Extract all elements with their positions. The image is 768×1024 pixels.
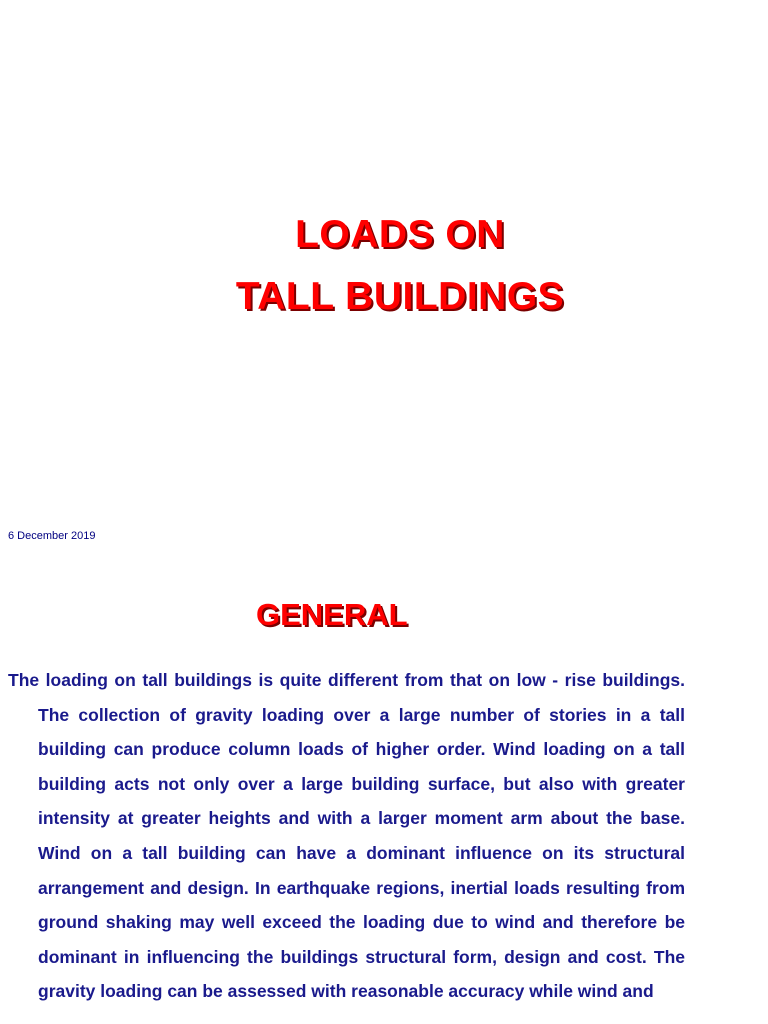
section-heading: GENERAL — [256, 597, 408, 632]
slide-title-line-2: TALL BUILDINGS — [235, 275, 565, 318]
slide-title-line-1: LOADS ON — [295, 213, 505, 256]
slide-date: 6 December 2019 — [8, 530, 96, 542]
section-paragraph: The loading on tall buildings is quite different from that on low - rise buildings. The collection of gravity loading over a large number of stories in a tall building can produce column loads of higher order. Wind loading on a tall building acts not only over a large building surface, but also with greater intensity at greater heights and with a larger moment arm about the base. Wind on a tall building can have a dominant influence on its structural arrangement and design. In earthquake regions, inertial loads resulting from ground shaking may well exceed the loading due to wind and therefore be dominant in influencing the buildings structural form, design and cost. The gravity loading can be assessed with reasonable accuracy while wind and — [8, 670, 685, 1002]
